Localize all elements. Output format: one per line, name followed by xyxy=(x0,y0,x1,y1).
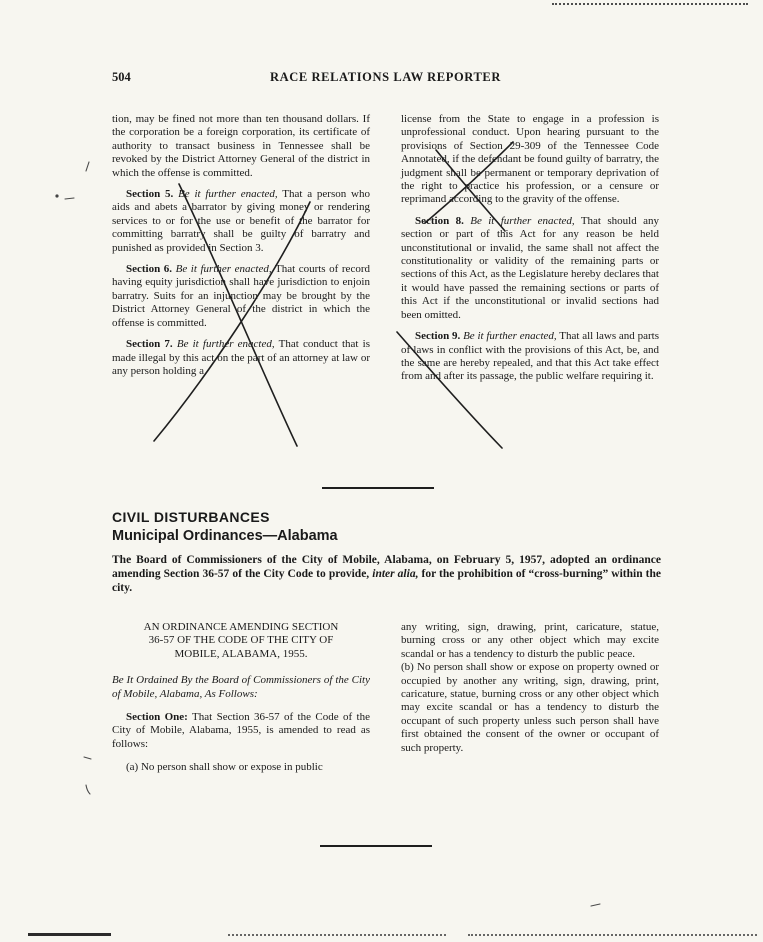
ordinance-clause-a-continuation: any writing, sign, drawing, print, caricature, statue, burning cross or any other object which may excite scandal or has a tendency to disturb the public peace. xyxy=(401,621,659,660)
section-6-label: Section 6. xyxy=(126,263,173,276)
left-column xyxy=(112,113,370,384)
ordinance-right-column xyxy=(401,621,659,775)
section-6-enacting-clause: Be it further enacted, xyxy=(175,263,272,276)
article-kicker: CIVIL DISTURBANCES xyxy=(112,509,270,525)
journal-title: RACE RELATIONS LAW REPORTER xyxy=(270,70,501,84)
section-8-enacting-clause: Be it further enacted, xyxy=(470,214,575,227)
section-one-body: That Section 36-57 of the Code of the City of Mobile, Alabama, 1955, is amended to read as follows: xyxy=(112,711,370,750)
section-7-body: That conduct that is made illegal by this act on the part of an attorney at law or any person holding a xyxy=(112,338,370,377)
section-9-body: That all laws and parts of laws in conflict with the provisions of this Act, be, and the same are hereby repealed, and that this Act take effect from and after its passage, the public welfare requiring it. xyxy=(401,330,659,383)
section-8-body: That should any section or part of this Act for any reason be held unconstitutional or invalid, the same shall not affect the constitutionality or validity of the remaining parts or sections of this Act, as the Legislature hereby declares that it would have passed the remaining sections or parts of this Act if the unconstitutional or invalid sections had been omitted. xyxy=(401,214,659,321)
ordinance-clause-b: (b) No person shall show or expose on property owned or occupied by another any writing, sign, drawing, print, caricature, statue, burning cross or any other object which may excite scandal or has a tendency to disturb the occupant of such property unless such person shall have first obtained the consent of the owner or occupant of such property. xyxy=(401,661,659,754)
section-5-paragraph xyxy=(112,188,370,255)
ordinance-left-column xyxy=(112,621,370,775)
article-subtitle: Municipal Ordinances—Alabama xyxy=(112,528,338,544)
section-5-label: Section 5. xyxy=(126,188,174,201)
section-8-label: Section 8. xyxy=(415,214,464,227)
abstract-italic: inter alia, xyxy=(372,568,419,580)
scan-artifact xyxy=(552,3,748,5)
paragraph-continuation-right: license from the State to engage in a profession is unprofessional conduct. Upon hearing pursuant to the provisions of Section 29-309 of the Tennessee Code Annotated, if the defendant be found guilty of barratry, the judgment shall be permanent or temporary deprivation of the right to practice his profession, or a censure or reprimand according to the gravity of the offense. xyxy=(401,113,660,206)
scan-artifact xyxy=(468,934,757,936)
section-8-paragraph xyxy=(401,215,659,322)
section-9-enacting-clause: Be it further enacted, xyxy=(463,330,557,343)
scan-artifact xyxy=(28,933,111,936)
paragraph-continuation: tion, may be fined not more than ten thousand dollars. If the corporation be a foreign corporation, its certificate of authority to transact business in Tennessee shall be revoked by the District Attorney General of the district in which the offense is committed. xyxy=(112,113,370,179)
section-7-enacting-clause: Be it further enacted, xyxy=(176,338,275,351)
section-7-paragraph xyxy=(112,338,370,378)
section-6-paragraph xyxy=(112,263,370,330)
section-9-label: Section 9. xyxy=(415,330,461,343)
ordinance-text-block xyxy=(112,621,659,775)
article-header xyxy=(112,509,661,595)
right-column xyxy=(401,113,659,384)
running-head xyxy=(112,70,659,86)
abstract-text-1: The Board of Commissioners of the City of Mobile, Alabama, on February 5, 1957, adopted an ordinance amending Section 36-57 of the City Code to provide, xyxy=(112,554,661,580)
statute-text-block xyxy=(112,113,659,384)
scan-artifact xyxy=(228,934,446,936)
page-number: 504 xyxy=(112,70,131,84)
section-6-body: That courts of record having equity jurisdiction shall have jurisdiction to enjoin barratry. Suits for an injunction may be brought by the District Attorney General of the district in which the offense is committed. xyxy=(112,263,370,329)
section-5-body: That a person who aids and abets a barrator by giving money or rendering services to or for the use or benefit of the barrator for committing barratry shall be guilty of barratry and punished as provided in Section 3. xyxy=(112,188,370,254)
section-7-label: Section 7. xyxy=(126,338,173,351)
article-abstract xyxy=(112,553,661,595)
abstract-text-2: for the prohibition of “cross-burning” within the city. xyxy=(112,568,661,594)
section-one-label: Section One: xyxy=(126,711,188,724)
section-divider-bottom xyxy=(320,845,432,847)
ordinance-clause-a: (a) No person shall show or expose in public xyxy=(126,761,323,774)
ordinance-section-one xyxy=(112,711,370,751)
ordinance-title: AN ORDINANCE AMENDING SECTION 36-57 OF THE CODE OF THE CITY OF MOBILE, ALABAMA, 1955. xyxy=(143,621,339,660)
section-divider xyxy=(322,487,434,489)
section-5-enacting-clause: Be it further enacted, xyxy=(178,188,278,201)
pencil-dot xyxy=(55,194,58,197)
section-9-paragraph xyxy=(401,330,659,384)
ordinance-preamble: Be It Ordained By the Board of Commissioners of the City of Mobile, Alabama, As Follows: xyxy=(112,674,370,700)
